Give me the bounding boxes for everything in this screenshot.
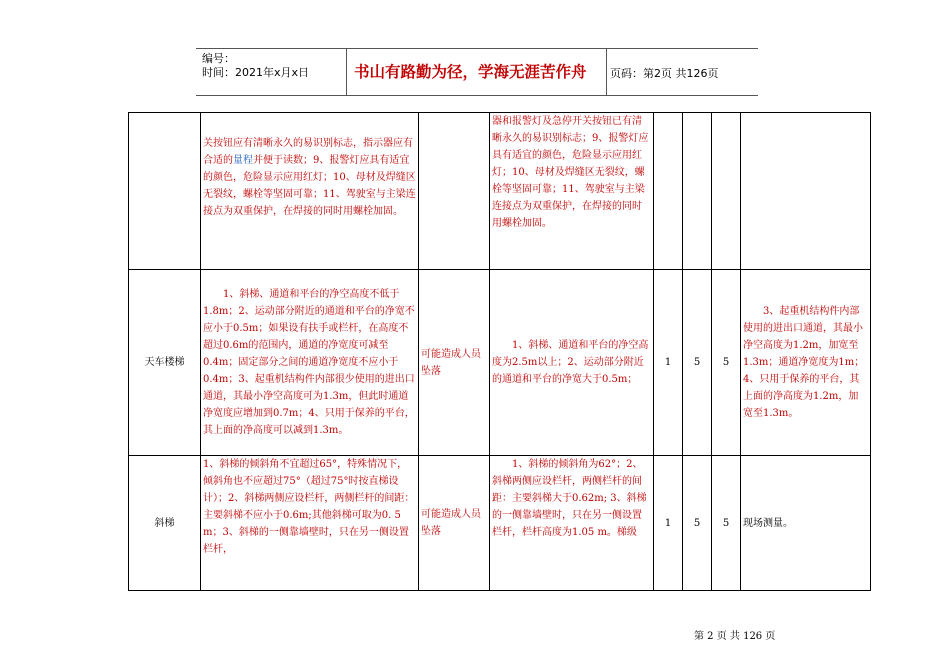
header-divider xyxy=(606,48,607,96)
measure-cell: 现场测量。 xyxy=(741,456,871,591)
standard-cell: 1、斜梯、通道和平台的净空高度为2.5m以上；2、运动部分附近的通道和平台的净宽大于0.5m； xyxy=(490,270,654,456)
motto: 书山有路勤为径，学海无涯苦作舟 xyxy=(354,62,587,81)
l-value-cell: 1 xyxy=(654,270,683,456)
requirement-cell xyxy=(201,113,419,270)
requirement-text: 并便于读数；9、报警灯应具有适宜的颜色，危险显示应用红灯；10、母材及焊缝区无裂纹，螺栓等坚固可靠；11、驾驶室与主梁连接点为双重保护，在焊接的同时用螺栓加固。 xyxy=(203,155,416,217)
e-value-cell xyxy=(683,113,712,270)
hazard-cell: 可能造成人员坠落 xyxy=(419,270,490,456)
measure-cell: 3、起重机结构件内部使用的进出口通道，其最小净空高度为1.2m，加宽至1.3m；通道净宽度为1m；4、只用于保养的平台，其上面的净高度为1.2m，加宽至1.3m。 xyxy=(741,270,871,456)
page-number-header: 页码：第2页 共126页 xyxy=(610,67,719,80)
standard-text: 1、斜梯的倾斜角为62°；2、斜梯两侧应设栏杆，两侧栏杆的间距：主要斜梯大于0.62m; 3、斜梯的一侧靠墙壁时，只在另一侧设置栏杆，栏杆高度为1.05 m。梯级 xyxy=(492,459,647,538)
c-value-cell: 5 xyxy=(712,270,741,456)
standard-text: 器和报警灯及急停开关按钮已有清晰永久的易识别标志；9、报警灯应具有适宜的颜色，危险显示应用红灯；10、母材及焊缝区无裂纹，螺栓等坚固可靠；11、驾驶室与主梁连接点为双重保护，在焊接的同时用螺栓加固。 xyxy=(492,116,649,229)
c-value-cell xyxy=(712,113,741,270)
item-name-cell xyxy=(129,113,201,270)
range-link[interactable]: 量程 xyxy=(233,155,253,166)
header-bottom-rule xyxy=(196,95,758,96)
table-row xyxy=(129,456,871,591)
item-name-cell: 天车楼梯 xyxy=(129,270,201,456)
standard-cell xyxy=(490,113,654,270)
requirement-cell xyxy=(201,456,419,591)
l-value-cell: 1 xyxy=(654,456,683,591)
table-row xyxy=(129,113,871,270)
page-footer: 第 2 页 共 126 页 xyxy=(694,631,776,642)
code-label: 编号： xyxy=(202,52,235,65)
requirement-cell: 1、斜梯、通道和平台的净空高度不低于1.8m；2、运动部分附近的通道和平台的净宽不应小于0.5m；如果设有扶手或栏杆，在高度不超过0.6m的范围内，通道的净宽度可减至0.4m；固定部分之间的通道净宽度不应小于0.4m；3、起重机结构件内部很少使用的进出口通道，其最小净空高度可为1.3m，但此时通道净宽度应增加到0.7m；4、只用于保养的平台，其上面的净高度可以减到1.3m。 xyxy=(201,270,419,456)
l-value-cell xyxy=(654,113,683,270)
requirement-text: 1、斜梯的倾斜角不宜超过65°，特殊情况下，倾斜角也不应超过75°（超过75°时按直梯设计）；2、斜梯两侧应设栏杆，两侧栏杆的间距：主要斜梯不应小于0.6m;其他斜梯可取为0. 5 m；3、斜梯的一侧靠墙壁时，只在另一侧设置栏杆， xyxy=(203,459,415,555)
table-row xyxy=(129,270,871,456)
c-value-cell: 5 xyxy=(712,456,741,591)
measure-cell xyxy=(741,113,871,270)
page-header xyxy=(196,48,758,96)
hazard-cell xyxy=(419,113,490,270)
hazard-cell: 可能造成人员坠落 xyxy=(419,456,490,591)
requirement-text: 关按钮应有清晰永久的易识别标志，指示器应有合适的 xyxy=(203,138,413,166)
item-name-cell: 斜梯 xyxy=(129,456,201,591)
standard-cell xyxy=(490,456,654,591)
header-divider xyxy=(346,48,347,96)
hazard-assessment-table xyxy=(128,112,871,591)
time-text: 时间：2021年x月x日 xyxy=(202,66,310,79)
header-top-rule xyxy=(196,48,758,49)
e-value-cell: 5 xyxy=(683,456,712,591)
e-value-cell: 5 xyxy=(683,270,712,456)
